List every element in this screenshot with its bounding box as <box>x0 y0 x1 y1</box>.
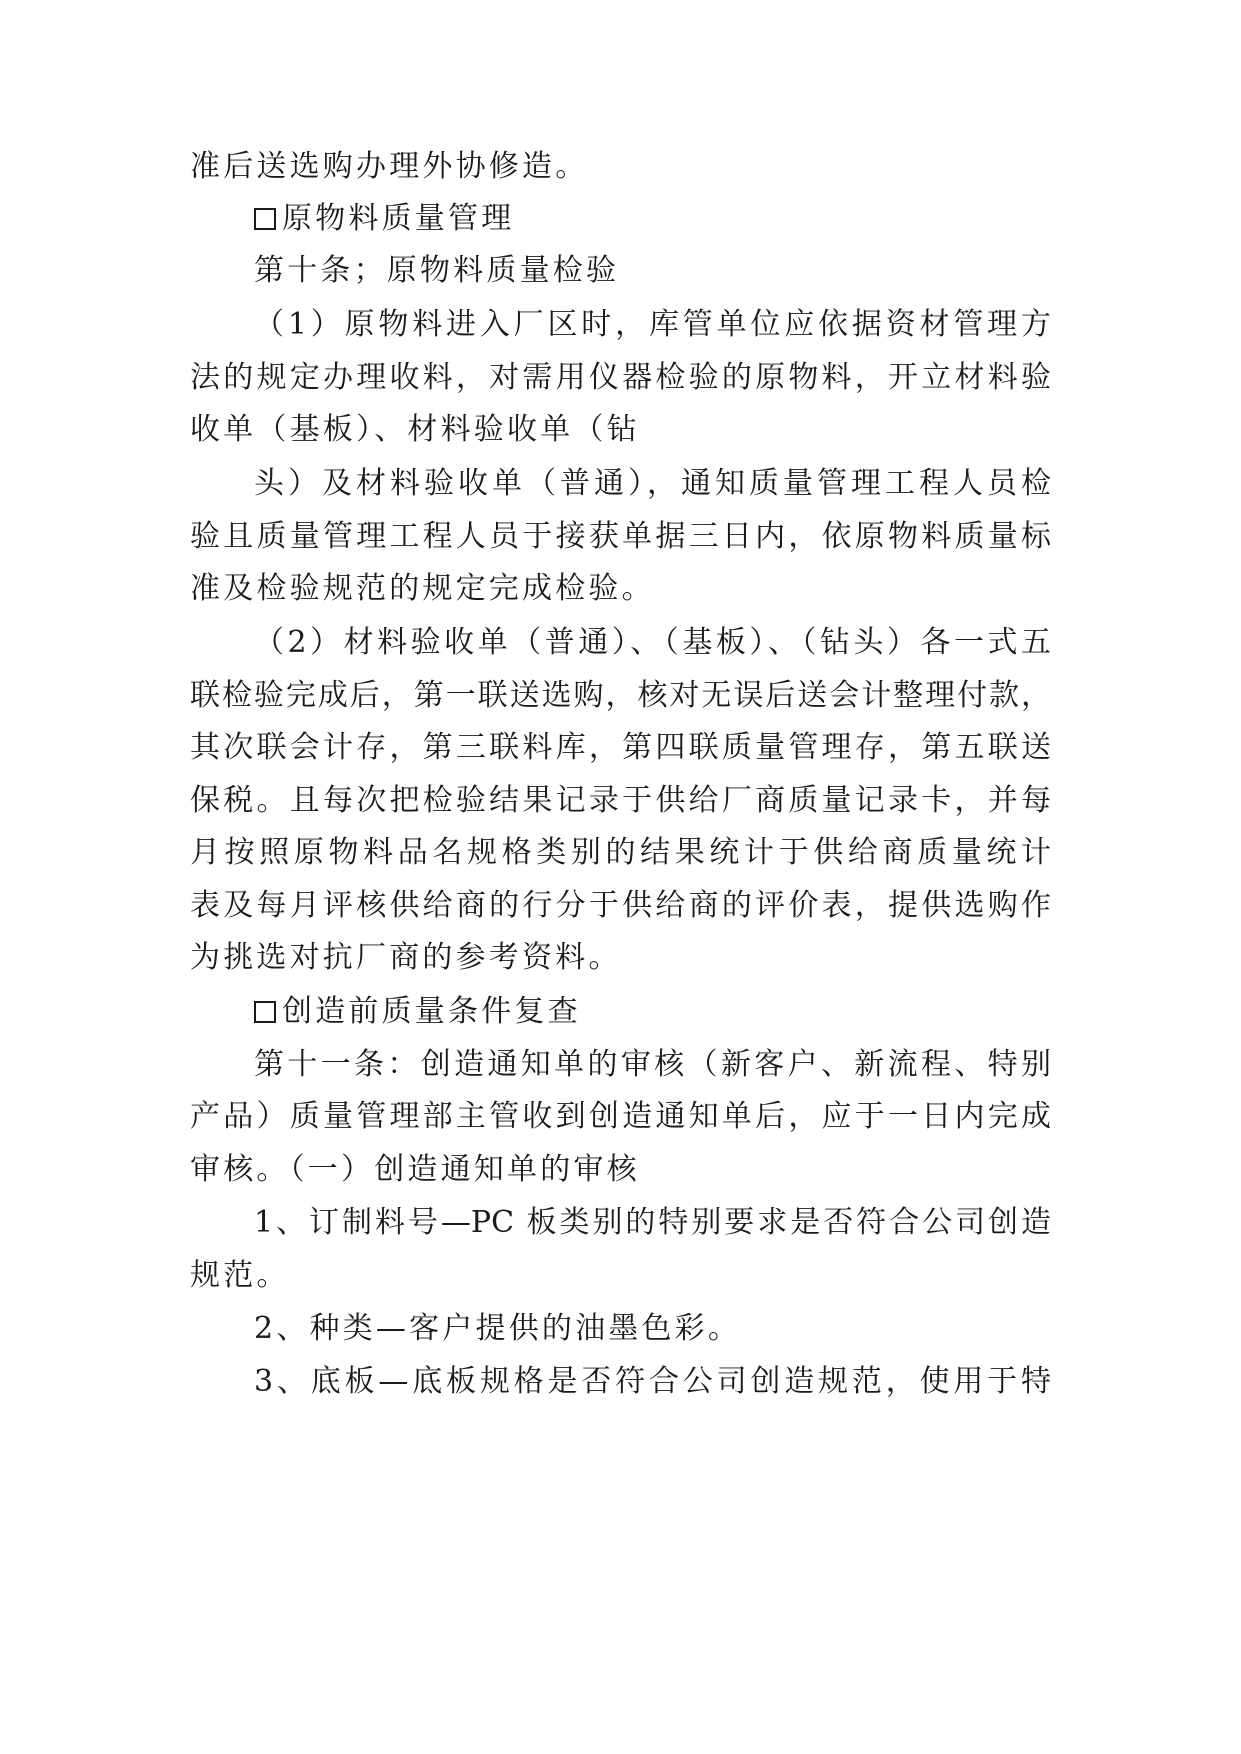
text-line: 月按照原物料品名规格类别的结果统计于供给商质量统计 <box>190 835 1051 870</box>
empty-square-icon <box>254 1001 276 1023</box>
text-line: 第十一条：创造通知单的审核（新客户、新流程、特别 <box>254 1047 1051 1082</box>
section-heading-text: 创造前质量条件复查 <box>282 994 581 1029</box>
text-line: 为挑选对抗厂商的参考资料。 <box>190 940 622 975</box>
text-line: 准及检验规范的规定完成检验。 <box>190 571 655 606</box>
section-heading-text: 原物料质量管理 <box>282 201 515 236</box>
text-line: 3、底板—底板规格是否符合公司创造规范，使用于特 <box>254 1364 1051 1399</box>
text-line: 审核。（一）创造通知单的审核 <box>190 1152 640 1187</box>
text-line: 法的规定办理收料，对需用仪器检验的原物料，开立材料验 <box>190 360 1051 395</box>
text-line: 准后送选购办理外协修造。 <box>190 149 589 184</box>
text-line: 1、订制料号—PC 板类别的特别要求是否符合公司创造 <box>254 1205 1051 1240</box>
text-line: 2、种类—客户提供的油墨色彩。 <box>254 1311 742 1346</box>
text-line: （2）材料验收单（普通）、（基板）、（钻头）各一式五 <box>254 625 1051 660</box>
text-line: 产品）质量管理部主管收到创造通知单后，应于一日内完成 <box>190 1099 1051 1134</box>
section-heading <box>254 984 1115 1040</box>
text-line: 验且质量管理工程人员于接获单据三日内，依原物料质量标 <box>190 519 1051 554</box>
text-line: 联检验完成后，第一联送选购，核对无误后送会计整理付款， <box>190 678 1051 713</box>
empty-square-icon <box>254 208 276 230</box>
text-line: 规范。 <box>190 1258 290 1293</box>
text-line: 收单（基板）、材料验收单（钻 <box>190 412 640 447</box>
text-line: 其次联会计存，第三联料库，第四联质量管理存，第五联送 <box>190 730 1051 765</box>
text-line: （1）原物料进入厂区时，库管单位应依据资材管理方 <box>254 307 1051 342</box>
article-heading: 第十条；原物料质量检验 <box>254 253 620 288</box>
section-heading <box>254 191 1115 247</box>
text-line: 保税。且每次把检验结果记录于供给厂商质量记录卡，并每 <box>190 783 1051 818</box>
text-line: 头）及材料验收单（普通），通知质量管理工程人员检 <box>254 466 1051 501</box>
text-line: 表及每月评核供给商的行分于供给商的评价表，提供选购作 <box>190 888 1051 923</box>
